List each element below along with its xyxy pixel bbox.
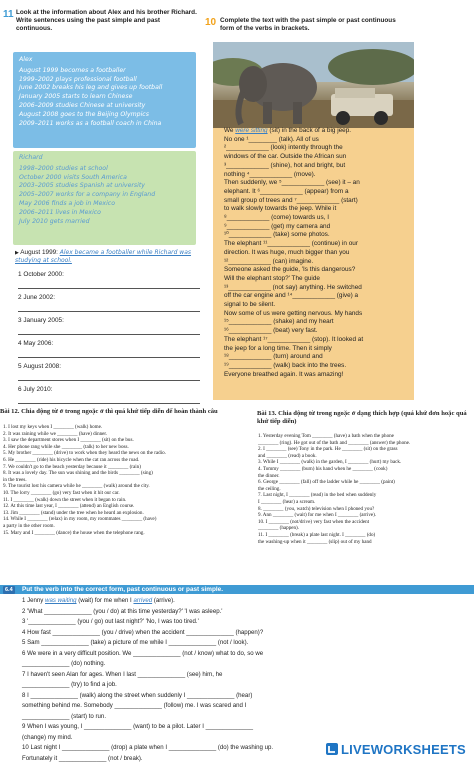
elephant-illustration: [213, 42, 414, 128]
ex64-line: 3 '______________ (you / go) out last night?' 'No, I was too tired.': [22, 617, 462, 628]
story-line: ¹⁸____________ (turn) around and: [224, 353, 414, 362]
answer-line[interactable]: [18, 279, 200, 289]
bai13-line: 7. Last night, I ________ (read) in the bed when suddenly: [258, 492, 472, 499]
ex64-line: ______________ (try) to find a job.: [22, 680, 462, 691]
answer-line[interactable]: [18, 302, 200, 312]
story-line: Someone asked the guide, 'Is this dangerous?: [224, 266, 414, 275]
question-number: 1: [18, 271, 22, 278]
bai12-line: 8. It was a lovely day. The sun was shining and the birds ________ (sing): [3, 470, 233, 477]
ex64-line: (change) my mind.: [22, 733, 462, 744]
alex-timeline-box: [13, 52, 196, 148]
story-line: Then suddenly, we ⁵____________ (see) it – an: [224, 179, 414, 188]
example-label: August 1999:: [20, 249, 58, 256]
story-line: ³____________ (shine), hot and bright, but: [224, 162, 414, 171]
story-line: the jeep for a long time. Then it simply: [224, 345, 414, 354]
bai12-line: 3. I saw the department stores when I ________ (sit) on the bus.: [3, 437, 233, 444]
bai13-line: 4. Tommy ________ (burn) his hand when he ________ (cook): [258, 466, 472, 473]
story-line: signal to be silent.: [224, 301, 414, 310]
ex64-line: ______________ (do) nothing.: [22, 659, 462, 670]
bai12-line: 15. Mary and I ________ (dance) the house when the telephone rang.: [3, 530, 233, 537]
liveworksheets-logo[interactable]: [325, 741, 466, 757]
richard-line: 2005–2007 works for a company in England: [19, 191, 196, 200]
richard-line: 2006–2011 lives in Mexico: [19, 209, 196, 218]
story-line: small group of trees and ⁷____________ (start): [224, 197, 414, 206]
exercise-64-badge: 6.4: [3, 586, 15, 594]
story-line: ²____________ (look) intently through the: [224, 144, 414, 153]
bai13-line: the washing-up when it ________ (slip) out of my hand: [258, 539, 472, 546]
alex-line: August 1999 becomes a footballer: [19, 67, 196, 76]
question-label: May 2006:: [23, 340, 53, 347]
example-answer-1: was waiting: [45, 597, 77, 604]
question-number: 6: [18, 386, 22, 393]
bai12-line: 1. I lost my keys when I ________ (walk) home.: [3, 424, 233, 431]
question-row: [18, 294, 200, 317]
ex64-line: Fortunately it ______________ (not / break).: [22, 754, 462, 764]
exercise-11-example: [15, 249, 200, 265]
bai13-line: 3. While I ________ (walk) in the garden, I ________ (hurt) my back.: [258, 459, 472, 466]
bai12-line: 11. I ________ (walk) down the street when it began to rain.: [3, 497, 233, 504]
story-text: [224, 127, 414, 379]
story-line: ¹³____________ (not say) anything. He switched: [224, 284, 414, 293]
story-line: nothing ⁴____________ (move).: [224, 171, 414, 180]
bai13-line: the ceiling.: [258, 486, 472, 493]
story-line: ⁸____________ (come) towards us, I: [224, 214, 414, 223]
bai12-line: 12. At this time last year, I ________ (attend) an English course.: [3, 503, 233, 510]
exercise-11-number: 11: [3, 9, 14, 20]
alex-line: 2009–2011 works as a football coach in China: [19, 120, 196, 129]
question-label: August 2008:: [23, 363, 61, 370]
alex-line: January 2005 starts to learn Chinese: [19, 93, 196, 102]
exercise-64-list: [22, 596, 462, 764]
bai13-line: 2. I ________ (see) Tony in the park. He ________ (sit) on the grass: [258, 446, 472, 453]
bai12-title: Bài 12. Chia động từ ở trong ngoặc ở thì quá khứ tiếp diễn để hoàn thành câu: [0, 408, 220, 416]
answer-line[interactable]: [18, 394, 200, 404]
answer-line[interactable]: [18, 348, 200, 358]
exercise-10-title: Complete the text with the past simple or past continuous form of the verbs in brackets.: [220, 17, 410, 33]
answer-line[interactable]: [18, 325, 200, 335]
example-answer: Alex became a footballer while Richard was studying at school.: [15, 249, 191, 264]
story-line: The elephant ¹¹____________ (continue) in our: [224, 240, 414, 249]
question-row: [18, 386, 200, 409]
story-line: ⁹____________ (get) my camera and: [224, 223, 414, 232]
story-line: direction. It was huge, much bigger than you: [224, 249, 414, 258]
bai12-line: 10. The lorry ________ (go) very fast when it hit our car.: [3, 490, 233, 497]
story-line: Everyone breathed again. It was amazing!: [224, 371, 414, 380]
bai12-line: 9. The tourist lost his camera while he ________ (walk) around the city.: [3, 483, 233, 490]
story-line: ¹⁶____________ (beat) very fast.: [224, 327, 414, 336]
bai12-line: 5. My brother ________ (drive) to work when they heard the news on the radio.: [3, 450, 233, 457]
richard-timeline-box: [13, 151, 196, 245]
example-middle: (wait) for me when I: [78, 597, 132, 604]
bai12-line: in the trees.: [3, 477, 233, 484]
bai12-line: 7. We couldn't go to the beach yesterday because it ________ (rain): [3, 464, 233, 471]
bai13-list: [258, 433, 472, 545]
bai12-line: 13. Jim ________ (stand) under the tree when he heard an explosion.: [3, 510, 233, 517]
bai13-line: I ________ (hear) a scream.: [258, 499, 472, 506]
story-line: off the car engine and ¹⁴____________ (give) a: [224, 292, 414, 301]
bai12-line: 4. Her phone rang while she ________ (talk) to her new boss.: [3, 444, 233, 451]
alex-line: August 2008 goes to the Beijing Olympics: [19, 111, 196, 120]
bai12-line: 14. While I ________ (relax) in my room, my roommates ________ (have): [3, 516, 233, 523]
alex-line: 2006–2009 studies Chinese at university: [19, 102, 196, 111]
bai13-title: Bài 13. Chia động từ trong ngoặc ở dạng thích hợp (quá khứ đơn hoặc quá khứ tiếp diễn): [257, 410, 469, 426]
question-label: June 2002:: [23, 294, 55, 301]
bai13-line: the dinner.: [258, 473, 472, 480]
bai12-line: 6. He ________ (ride) his bicycle when the cat ran across the road.: [3, 457, 233, 464]
bai13-line: 10. I ________ (not/drive) very fast when the accident: [258, 519, 472, 526]
bai12-list: [3, 424, 233, 536]
story-line: ¹⁵____________ (shake) and my heart: [224, 318, 414, 327]
story-line: ¹⁹____________ (walk) back into the trees.: [224, 362, 414, 371]
richard-line: May 2006 finds a job in Mexico: [19, 200, 196, 209]
example-prefix: 1 Jenny: [22, 597, 43, 604]
exercise-10-number: 10: [205, 17, 216, 28]
bai12-line: a party in the other room.: [3, 523, 233, 530]
story-line: elephant. It ⁶____________ (appear) from a: [224, 188, 414, 197]
story-line: No one ¹________ (talk). All of us: [224, 136, 414, 145]
question-label: January 2005:: [23, 317, 64, 324]
ex64-line: 10 Last night I ______________ (drop) a plate when I ______________ (do) the washing up.: [22, 743, 462, 754]
bullet-icon: ▶: [15, 250, 19, 256]
story-line: ¹²____________ (can) imagine.: [224, 258, 414, 267]
bai13-line: ________ (happen).: [258, 525, 472, 532]
ex64-line: something behind me. Somebody ______________ (follow) me. I was scared and I: [22, 701, 462, 712]
question-number: 3: [18, 317, 22, 324]
question-row: [18, 363, 200, 386]
question-row: [18, 271, 200, 294]
ex64-example: [22, 596, 462, 607]
question-number: 5: [18, 363, 22, 370]
story-line: windows of the car. Outside the African sun: [224, 153, 414, 162]
story-line-0: We were sitting (sit) in the back of a big jeep.: [224, 127, 414, 136]
alex-line: June 2002 breaks his leg and gives up football: [19, 84, 196, 93]
story-line: to walk slowly towards the jeep. While it: [224, 205, 414, 214]
answer-line[interactable]: [18, 371, 200, 381]
ex64-line: 8 I ______________ (walk) along the street when suddenly I ______________ (hear): [22, 691, 462, 702]
story-line: The elephant ¹⁷____________ (stop). It looked at: [224, 336, 414, 345]
richard-line: 1998–2000 studies at school: [19, 165, 196, 174]
ex64-line: 4 How fast ______________ (you / drive) when the accident ______________ (happen)?: [22, 628, 462, 639]
question-number: 2: [18, 294, 22, 301]
question-row: [18, 340, 200, 363]
alex-name: Alex: [19, 56, 196, 65]
bai13-line: 11. I ________ (break) a plate last night. I ________ (do): [258, 532, 472, 539]
ex64-line: 7 I haven't seen Alan for ages. When I last ______________ (see) him, he: [22, 670, 462, 681]
bai13-line: ________ (ring). He got out of the bath and ________ (answer) the phone.: [258, 440, 472, 447]
bai13-line: 6. George ________ (fall) off the ladder while he ________ (paint): [258, 479, 472, 486]
ex64-line: ______________ (start) to run.: [22, 712, 462, 723]
question-label: October 2000:: [23, 271, 64, 278]
ex64-line: 9 When I was young, I ______________ (want) to be a pilot. Later I ______________: [22, 722, 462, 733]
liveworksheets-icon: [325, 742, 339, 756]
bai13-line: 1. Yesterday evening Tom ________ (have) a bath when the phone: [258, 433, 472, 440]
exercise-64-title: Put the verb into the correct form, past continuous or past simple.: [22, 585, 223, 594]
story-line: Now some of us were getting nervous. My hands: [224, 310, 414, 319]
richard-name: Richard: [19, 154, 196, 163]
story-line: Will the elephant stop?' The guide: [224, 275, 414, 284]
example-end: (arrive).: [154, 597, 175, 604]
exercise-11-title: Look at the information about Alex and his brother Richard. Write sentences using the past simple and past continuous.: [16, 9, 198, 32]
bai13-line: 9. Ann ________ (wait) for me when I ________ (arrive).: [258, 512, 472, 519]
ex64-line: 5 Sam ______________ (take) a picture of me while I ______________ (not / look).: [22, 638, 462, 649]
alex-line: 1999–2002 plays professional football: [19, 76, 196, 85]
story-line: ¹⁰____________ (take) some photos.: [224, 231, 414, 240]
exercise-11-questions: [18, 271, 200, 409]
question-label: July 2010:: [23, 386, 52, 393]
richard-line: 2003–2005 studies Spanish at university: [19, 182, 196, 191]
ex64-line: 6 We were in a very difficult position. We ______________ (not / know) what to do, so we: [22, 649, 462, 660]
question-row: [18, 317, 200, 340]
bai12-line: 2. It was raining while we ________ (have) dinner.: [3, 431, 233, 438]
first-answer: were sitting: [235, 127, 267, 134]
brand-text: LIVEWORKSHEETS: [341, 742, 466, 757]
richard-line: October 2000 visits South America: [19, 174, 196, 183]
question-number: 4: [18, 340, 22, 347]
richard-line: July 2010 gets married: [19, 218, 196, 227]
bai13-line: and ________ (read) a book.: [258, 453, 472, 460]
ex64-line: 2 'What ______________ (you / do) at this time yesterday?' 'I was asleep.': [22, 607, 462, 618]
elephant-photo: [213, 42, 414, 128]
example-answer-2: arrived: [133, 597, 152, 604]
bai13-line: 8. ________ (you, watch) television when I phoned you?: [258, 506, 472, 513]
